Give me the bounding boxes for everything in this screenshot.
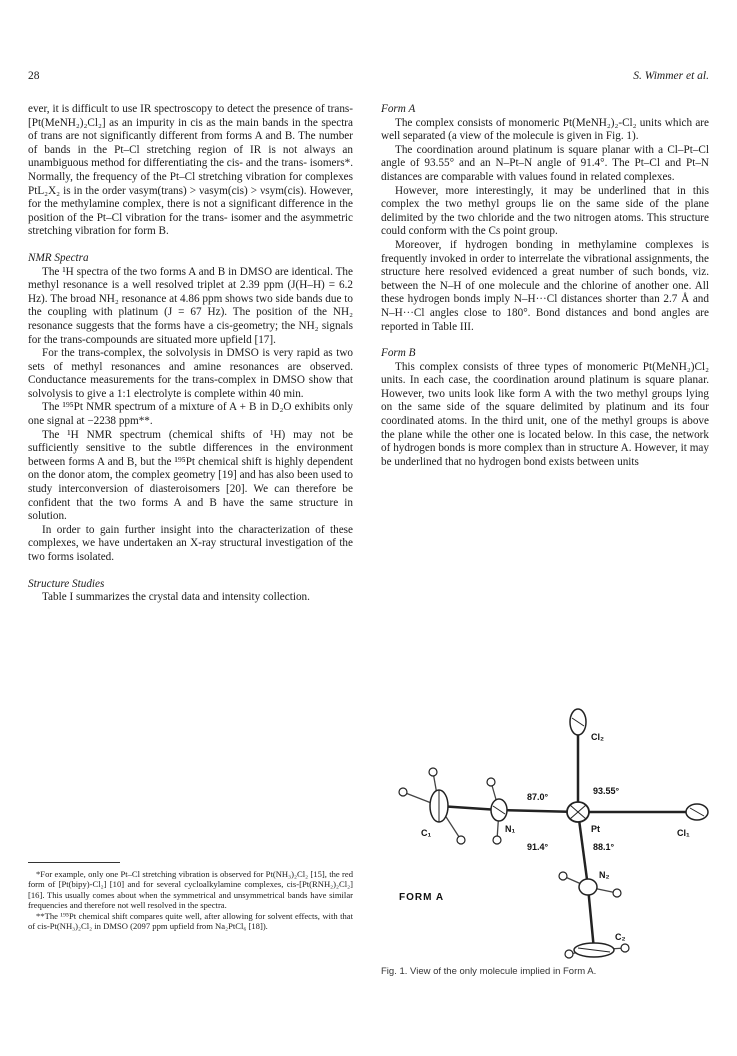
label-pt: Pt [591,824,600,834]
paragraph: The coordination around platinum is square planar with a Cl–Pt–Cl angle of 93.55° and an N–Pt–N angle of 91.4°. The Pt–Cl and Pt–N distances are comparable with values found in related complexes. [381,143,709,183]
label-angle-nptn: 91.4° [527,842,549,852]
label-cl2: Cl₂ [591,732,604,742]
label-angle-clptcl: 93.55° [593,786,620,796]
figure-caption: Fig. 1. View of the only molecule implied in Form A. [381,966,597,977]
bond-pt-n2 [578,812,588,887]
right-column [381,103,709,469]
section-heading-form-a: Form A [381,103,416,115]
atom-n2 [579,879,597,895]
label-cl1: Cl₁ [677,828,690,838]
label-angle-nptcl: 88.1° [593,842,615,852]
molecule-figure [381,682,711,962]
paragraph: This complex consists of three types of monomeric Pt(MeNH₂)Cl₂ units. In each case, the coordination around platinum is square planar. However, two units look like form A with the two methyl groups lying on the same side of the square delimited by platinum and its four coordinated atoms. In the third unit, one of the methyl groups is above the plane while the other one is located below. In this case, the network of hydrogen bonds is more complex than in structure A. However, it may be underlined that no hydrogen bond exists between units [381,360,709,468]
footnotes [28,869,353,931]
label-angle-clptn: 87.0° [527,792,549,802]
paragraph: For the trans-complex, the solvolysis in DMSO is very rapid as two sets of methyl resonances and amine resonances are observed. Conductance measurements for the trans-complex in DMSO show that solvolysis to give a 1:1 electrolyte is complete within 40 min. [28,347,353,400]
left-column [28,103,353,605]
bond-n2-c2 [588,887,594,950]
label-c2: C₂ [615,932,626,942]
paragraph: Table I summarizes the crystal data and intensity collection. [42,591,310,604]
running-head: S. Wimmer et al. [633,70,709,82]
paragraph: The complex consists of monomeric Pt(MeNH₂)₂-Cl₂ units which are well separated (a view of the molecule is given in Fig. 1). [381,116,709,143]
paragraph: ever, it is difficult to use IR spectroscopy to detect the presence of trans-[Pt(MeNH₂)₂Cl₂] as an impurity in cis as the main bands in the spectra of trans are not significantly different from forms A and B. The number of bands in the Pt–Cl stretching region of IR is not always an unambiguous method for differentiating the cis- and the trans- isomers*. Normally, the frequency of the Pt–Cl stretching vibration for complexes PtL₂X₂ is in the order νasym(trans) > νasym(cis) > νsym(cis). However, for the methylamine complex, there is not a significant difference in the position of the Pt–Cl vibration for the trans- isomer and the asymmetric stretching vibration for form B. [28,103,353,238]
label-n2: N₂ [599,870,610,880]
footnote: *For example, only one Pt–Cl stretching vibration is observed for Pt(NH₃)₂Cl₂ [15], the red form of [Pt(bipy)-Cl₂] [10] and for several cycloalkylamine complexes, cis-[Pt(RNH₂)₂Cl₂] [16]. This usually comes about when the symmetrical and unsymmetrical bands have similar frequencies and therefore not well resolved in the spectra. [28,869,353,911]
paragraph: Moreover, if hydrogen bonding in methylamine complexes is frequently invoked in order to interrelate the vibrational assignments, the structure here resolved evidenced a great number of such bonds, viz. between the N–H of one molecule and the chlorine of another one. All these hydrogen bonds imply N–H···Cl distances shorter than 2.7 Å and N–H···Cl angles close to 180°. Bond distances and bond angles are reported in Table III. [381,238,709,333]
section-heading-structure: Structure Studies [28,577,105,590]
paragraph: However, more interestingly, it may be underlined that in this complex the two methyl groups lie on the same side of the plane delimited by the two chloride and the two nitrogen atoms. This structure could conform with the Cs point group. [381,184,709,238]
paragraph: The ¹⁹⁵Pt NMR spectrum of a mixture of A + B in D₂O exhibits only one signal at −2238 ppm**. [28,401,353,428]
footnote-rule [28,862,120,863]
section-heading-nmr: NMR Spectra [28,251,89,264]
label-n1: N₁ [505,824,516,834]
label-form: FORM A [399,892,445,903]
page-number: 28 [28,70,40,82]
label-c1: C₁ [421,828,432,838]
footnote: **The ¹⁹⁵Pt chemical shift compares quite well, after allowing for solvent effects, with that of cis-Pt(NH₃)₂Cl₂ in DMSO (2097 ppm upfield from Na₂PtCl₆ [18]). [28,910,353,932]
section-heading-form-b: Form B [381,347,416,360]
paragraph: The ¹H NMR spectrum (chemical shifts of ¹H) may not be sufficiently sensitive to the subtle differences in the environment between forms A and B, but the ¹⁹⁵Pt chemical shift is highly dependent on the donor atom, the complex geometry [19] and has also been used to study interconversion of diasteroisomers [20]. We can therefore be confident that the two forms A and B have the same structure in solution. [28,428,353,523]
paragraph: The ¹H spectra of the two forms A and B in DMSO are identical. The methyl resonance is a well resolved triplet at 2.39 ppm (J(H–H) = 6.2 Hz). The broad NH₂ resonance at 4.86 ppm shows two side bands due to the coupling with platinum (J = 67 Hz). The position of the NH₂ resonance suggests that the forms have a cis-geometry; the NH₂ signals for the trans-compounds are situated more upfield [17]. [28,265,353,346]
paragraph: In order to gain further insight into the characterization of these complexes, we have undertaken an X-ray structural investigation of the two forms isolated. [28,523,353,563]
ortep-diagram [381,682,711,962]
